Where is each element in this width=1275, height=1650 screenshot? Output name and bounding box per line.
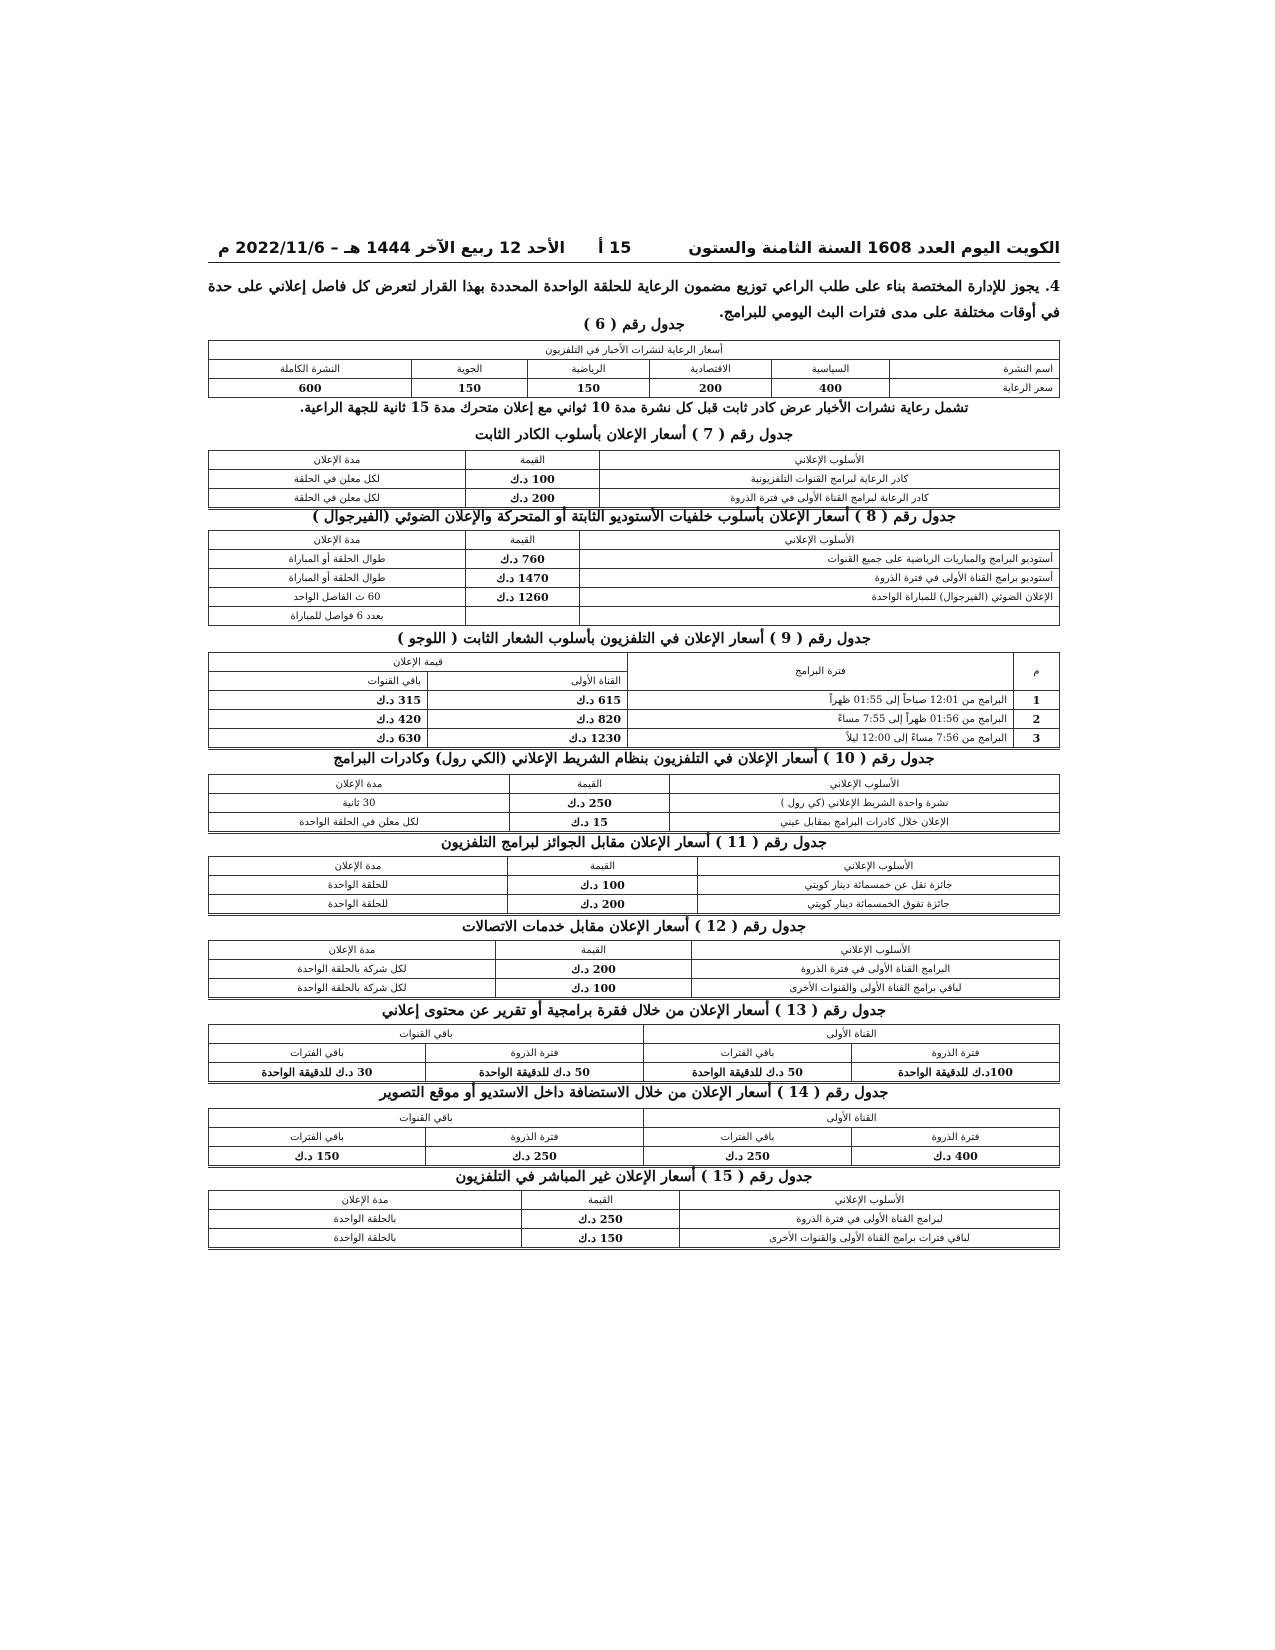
table-row: 200 د.ك <box>508 895 698 915</box>
table-row: 200 د.ك <box>466 489 600 509</box>
table-row: 1470 د.ك <box>466 569 580 588</box>
table-14-subhead: فترة الذروة <box>426 1128 644 1147</box>
table-12-head: مدة الإعلان <box>209 941 496 960</box>
table-row: أستوديو برامج القناة الأولى في فترة الذروة <box>580 569 1060 588</box>
table-row: 615 د.ك <box>428 691 628 710</box>
table-8 <box>208 530 1060 626</box>
table-6-cell: 150 <box>528 379 650 398</box>
table-11 <box>208 856 1060 916</box>
header-rule <box>208 262 1060 263</box>
table-6-cell: 600 <box>209 379 412 398</box>
table-6-head: الرياضية <box>528 360 650 379</box>
table-row: 1 <box>1014 691 1060 710</box>
table-row: 50 د.ك للدقيقة الواحدة <box>426 1063 644 1083</box>
table-row: كادر الرعاية لبرامج القنوات التلفزيونية <box>600 470 1060 489</box>
table-7-head: مدة الإعلان <box>209 451 466 470</box>
table-12 <box>208 940 1060 1000</box>
table-row: 400 د.ك <box>852 1147 1060 1167</box>
table-11-head: مدة الإعلان <box>209 857 508 876</box>
table-row: لكل معلن في الحلقة <box>209 489 466 509</box>
table-9-head: فترة البرامج <box>628 653 1014 691</box>
table-8-head: القيمة <box>466 531 580 550</box>
table-row: البرامج من 01:56 ظهراً إلى 7:55 مساءً <box>628 710 1014 729</box>
table-row: بالحلقة الواحدة <box>209 1210 522 1229</box>
table-12-head: القيمة <box>496 941 692 960</box>
table-row: 250 د.ك <box>644 1147 852 1167</box>
table-row: 30 د.ك للدقيقة الواحدة <box>209 1063 426 1083</box>
table-row: 250 د.ك <box>426 1147 644 1167</box>
table-row: 100 د.ك <box>466 470 600 489</box>
table-row: للحلقة الواحدة <box>209 895 508 915</box>
table-6-head: الاقتصادية <box>650 360 772 379</box>
table-9-title: جدول رقم ( 9 ) أسعار الإعلان في التلفزيون بأسلوب الشعار الثابت ( اللوجو ) <box>397 630 871 647</box>
table-6-head: السياسية <box>772 360 890 379</box>
table-row: بالحلقة الواحدة <box>209 1229 522 1249</box>
table-9 <box>208 652 1060 750</box>
table-13-subhead: فترة الذروة <box>852 1044 1060 1063</box>
table-row: 100 د.ك <box>508 876 698 895</box>
table-14-title: جدول رقم ( 14 ) أسعار الإعلان من خلال الاستضافة داخل الاستديو أو موقع التصوير <box>379 1084 889 1101</box>
table-10-head: مدة الإعلان <box>209 775 510 794</box>
table-15-title: جدول رقم ( 15 ) أسعار الإعلان غير المباشر في التلفزيون <box>455 1168 813 1185</box>
table-row: لباقي فترات برامج القناة الأولى والقنوات الأخرى <box>680 1229 1060 1249</box>
table-6-title: جدول رقم ( 6 ) <box>583 316 685 333</box>
table-row: لكل شركة بالحلقة الواحدة <box>209 960 496 979</box>
table-10-title: جدول رقم ( 10 ) أسعار الإعلان في التلفزيون بنظام الشريط الإعلاني (الكي رول) وكادرات البرامج <box>333 750 935 767</box>
table-row: لكل شركة بالحلقة الواحدة <box>209 979 496 999</box>
table-14-subhead: باقي الفترات <box>644 1128 852 1147</box>
table-row: 100 د.ك <box>496 979 692 999</box>
table-13-subhead: باقي الفترات <box>644 1044 852 1063</box>
header-issue: الكويت اليوم العدد 1608 السنة الثامنة والستون <box>688 238 1060 257</box>
table-row: جائزة تقل عن خمسمائة دينار كويتي <box>698 876 1060 895</box>
table-15-head: مدة الإعلان <box>209 1191 522 1210</box>
table-15-head: الأسلوب الإعلاني <box>680 1191 1060 1210</box>
table-7-head: القيمة <box>466 451 600 470</box>
intro-paragraph: 4. يجوز للإدارة المختصة بناء على طلب الراعي توزيع مضمون الرعاية للحلقة الواحدة المحددة بهذا القرار لتعرض كل فاصل إعلاني على حدة في أوقات مختلفة على مدى فترات البث اليومي للبرامج. <box>208 278 1060 321</box>
table-row: البرامج القناة الأولى في فترة الذروة <box>692 960 1060 979</box>
table-row: طوال الحلقة أو المباراة <box>209 569 466 588</box>
table-8-head: مدة الإعلان <box>209 531 466 550</box>
table-13 <box>208 1024 1060 1084</box>
table-row: 630 د.ك <box>209 729 428 749</box>
table-row: للحلقة الواحدة <box>209 876 508 895</box>
table-row: نشرة واحدة الشريط الإعلاني (كي رول ) <box>670 794 1060 813</box>
table-14-subhead: باقي الفترات <box>209 1128 426 1147</box>
table-9-subhead: باقي القنوات <box>209 672 428 691</box>
table-13-subhead: فترة الذروة <box>426 1044 644 1063</box>
table-row: البرامج من 12:01 صباحاً إلى 01:55 ظهراً <box>628 691 1014 710</box>
table-11-title: جدول رقم ( 11 ) أسعار الإعلان مقابل الجوائز لبرامج التلفزيون <box>441 834 827 851</box>
table-row: 820 د.ك <box>428 710 628 729</box>
table-6-head: الجوية <box>412 360 528 379</box>
table-13-group: باقي القنوات <box>209 1025 644 1044</box>
table-12-title: جدول رقم ( 12 ) أسعار الإعلان مقابل خدمات الاتصالات <box>461 918 807 935</box>
table-14-subhead: فترة الذروة <box>852 1128 1060 1147</box>
table-row: الإعلان الضوئي (الفيرجوال) للمباراة الواحدة <box>580 588 1060 607</box>
table-8-extra: بعدد 6 فواصل للمباراة <box>209 607 466 626</box>
table-13-title: جدول رقم ( 13 ) أسعار الإعلان من خلال فقرة برامجية أو تقرير عن محتوى إعلاني <box>381 1002 887 1019</box>
table-row: البرامج من 7:56 مساءً إلى 12:00 ليلاً <box>628 729 1014 749</box>
table-7-title: جدول رقم ( 7 ) أسعار الإعلان بأسلوب الكادر الثابت <box>474 426 794 443</box>
table-row: 200 د.ك <box>496 960 692 979</box>
table-13-group: القناة الأولى <box>644 1025 1060 1044</box>
table-15 <box>208 1190 1060 1250</box>
page-header <box>208 238 1060 262</box>
table-6-note: تشمل رعاية نشرات الأخبار عرض كادر ثابت قبل كل نشرة مدة 10 ثواني مع إعلان متحرك مدة 15 ثانية للجهة الراعية. <box>299 400 969 416</box>
table-6-cell: 400 <box>772 379 890 398</box>
table-7 <box>208 450 1060 510</box>
table-11-head: القيمة <box>508 857 698 876</box>
table-row: 3 <box>1014 729 1060 749</box>
table-9-head: قيمة الإعلان <box>209 653 628 672</box>
table-10-head: الأسلوب الإعلاني <box>670 775 1060 794</box>
table-14-group: القناة الأولى <box>644 1109 1060 1128</box>
table-8-head: الأسلوب الإعلاني <box>580 531 1060 550</box>
table-row: 250 د.ك <box>522 1210 680 1229</box>
table-row: لكل معلن في الحلقة الواحدة <box>209 813 510 833</box>
table-13-subhead: باقي الفترات <box>209 1044 426 1063</box>
table-6-cell: 150 <box>412 379 528 398</box>
table-6-cell: 200 <box>650 379 772 398</box>
table-14-group: باقي القنوات <box>209 1109 644 1128</box>
table-row: 420 د.ك <box>209 710 428 729</box>
table-row: 2 <box>1014 710 1060 729</box>
table-15-head: القيمة <box>522 1191 680 1210</box>
table-row: 1260 د.ك <box>466 588 580 607</box>
header-page-number: 15 أ <box>598 238 632 257</box>
table-row: كادر الرعاية لبرامج القناة الأولى في فترة الذروة <box>600 489 1060 509</box>
table-10 <box>208 774 1060 834</box>
table-row: 315 د.ك <box>209 691 428 710</box>
table-6-cell: سعر الرعاية <box>890 379 1060 398</box>
table-row: 1230 د.ك <box>428 729 628 749</box>
table-11-head: الأسلوب الإعلاني <box>698 857 1060 876</box>
table-6-head: النشرة الكاملة <box>209 360 412 379</box>
table-9-subhead: القناة الأولى <box>428 672 628 691</box>
table-row: 760 د.ك <box>466 550 580 569</box>
table-6-caption: أسعار الرعاية لنشرات الأخبار في التلفزيون <box>209 341 1060 360</box>
table-12-head: الأسلوب الإعلاني <box>692 941 1060 960</box>
table-6 <box>208 340 1060 398</box>
table-14 <box>208 1108 1060 1168</box>
table-row: لبرامج القناة الأولى في فترة الذروة <box>680 1210 1060 1229</box>
table-row: 50 د.ك للدقيقة الواحدة <box>644 1063 852 1083</box>
table-row: جائزة تفوق الخمسمائة دينار كويتي <box>698 895 1060 915</box>
header-date: الأحد 12 ربيع الآخر 1444 هـ – 2022/11/6 م <box>218 238 566 257</box>
table-row <box>580 607 1060 626</box>
table-row: الإعلان خلال كادرات البرامج بمقابل عيني <box>670 813 1060 833</box>
table-10-head: القيمة <box>510 775 670 794</box>
table-row: 150 د.ك <box>522 1229 680 1249</box>
table-row: 60 ث الفاصل الواحد <box>209 588 466 607</box>
table-row: أستوديو البرامج والمباريات الرياضية على جميع القنوات <box>580 550 1060 569</box>
table-row: طوال الحلقة أو المباراة <box>209 550 466 569</box>
table-row: 150 د.ك <box>209 1147 426 1167</box>
table-row: لباقي برامج القناة الأولى والقنوات الأخرى <box>692 979 1060 999</box>
table-8-title: جدول رقم ( 8 ) أسعار الإعلان بأسلوب خلفيات الأستوديو الثابتة أو المتحركة والإعلان الضوئي (الفيرجوال ) <box>312 508 956 525</box>
table-row: 250 د.ك <box>510 794 670 813</box>
table-row: 30 ثانية <box>209 794 510 813</box>
table-row <box>466 607 580 626</box>
table-row: 15 د.ك <box>510 813 670 833</box>
table-6-head: اسم النشرة <box>890 360 1060 379</box>
table-row: 100د.ك للدقيقة الواحدة <box>852 1063 1060 1083</box>
table-7-head: الأسلوب الإعلاني <box>600 451 1060 470</box>
table-row: لكل معلن في الحلقة <box>209 470 466 489</box>
table-9-head: م <box>1014 653 1060 691</box>
